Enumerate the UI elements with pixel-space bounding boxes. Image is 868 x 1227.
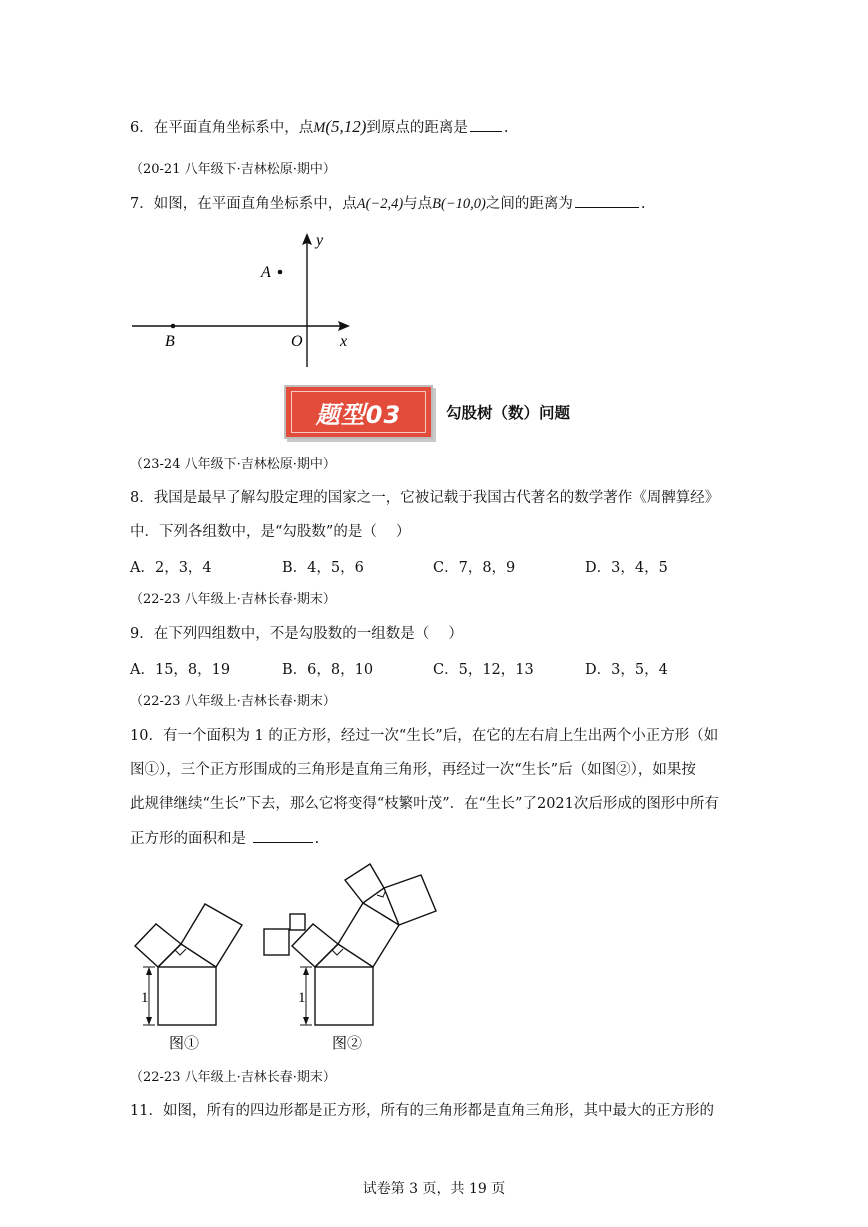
fig2-arrow-up-icon [303,967,309,975]
question-7 [130,193,645,214]
question-10-line-1: 10．有一个面积为 1 的正方形，经过一次“生长”后，在它的左右肩上生出两个小正方形（如 [130,728,719,744]
fig2-top-left-square [345,864,384,903]
point-a-dot [278,270,283,275]
fig1-base-square [158,967,216,1025]
point-a-label: A [261,264,271,281]
fig2-top-right-square [384,875,436,925]
fig1-triangle-left [158,944,181,967]
q7-text1: 7．如图，在平面直角坐标系中，点 [130,196,357,212]
q8-option-a[interactable]: A．2，3，4 [130,560,212,576]
fig2-caption: 图② [332,1036,363,1052]
q6-answer-blank [470,117,502,132]
fig2-small-square-2 [290,914,305,930]
source-tag-4: （22-23 八年级上·吉林长春·期末） [130,694,336,709]
q10-line-4-text: 正方形的面积和是 [130,831,246,847]
fig2-right-square [338,903,399,967]
q10-end: . [314,831,320,847]
q6-text-before: 6．在平面直角坐标系中，点 [130,120,314,136]
question-10-line-2: 图①），三个正方形围成的三角形是直角三角形，再经过一次“生长”后（如图②），如果按 [130,762,696,778]
q7-point-a: A [356,196,366,212]
q9-option-c[interactable]: C．5，12，13 [433,662,534,678]
q7-coords-b: (−10,0) [441,196,486,212]
fig1-arrow-down-icon [146,1017,152,1025]
q9-option-b[interactable]: B．6，8，10 [282,662,374,678]
question-8-line-2: 中．下列各组数中，是“勾股数”的是（ ） [130,524,411,540]
fig1-right-square [181,904,242,967]
coordinate-figure [120,225,370,375]
fig2-side-label: 1 [298,990,306,1006]
fig2-right-angle-mark [332,949,343,955]
q9-option-a[interactable]: A．15，8，19 [130,662,231,678]
q7-text2: 与点 [403,196,433,212]
section-banner-label: 题型03 [291,391,426,433]
question-9-line-1: 9．在下列四组数中，不是勾股数的一组数是（ ） [130,626,463,642]
q6-point-name: M [313,120,326,136]
source-tag-2: （23-24 八年级下·吉林松原·期中） [130,457,336,472]
q8-option-d[interactable]: D．3，4，5 [585,560,668,576]
y-axis-label: y [316,232,324,249]
fig1-side-label: 1 [141,990,149,1006]
origin-label: O [291,333,303,350]
tree-figure-1 [135,904,242,1025]
q10-answer-blank [253,828,313,843]
fig1-left-square [135,924,181,967]
q9-option-d[interactable]: D．3，5，4 [585,662,668,678]
q6-point-coords: (5,12) [325,117,367,136]
q7-coords-a: (−2,4) [365,196,404,212]
source-tag-1: （20-21 八年级下·吉林松原·期中） [130,162,336,177]
q7-end: . [640,196,646,212]
question-6 [130,117,509,138]
q6-end: . [503,120,509,136]
fig1-arrow-up-icon [146,967,152,975]
q6-text-after: 到原点的距离是 [366,120,468,136]
q7-answer-blank [575,193,639,208]
question-11-line-1: 11．如图，所有的四边形都是正方形，所有的三角形都是直角三角形，其中最大的正方形的 [130,1103,714,1119]
question-10-line-4 [130,828,319,849]
section-banner [284,385,433,439]
question-10-line-3: 此规律继续“生长”下去，那么它将变得“枝繁叶茂”．在“生长”了2021次后形成的图形中所有 [130,796,719,812]
question-8-line-1: 8．我国是最早了解勾股定理的国家之一，它被记载于我国古代著名的数学著作《周髀算经》 [130,490,720,506]
fig1-right-angle-mark [175,949,186,955]
point-b-dot [171,324,176,329]
page-footer: 试卷第 3 页，共 19 页 [362,1181,506,1197]
pythagoras-tree-figure [125,862,455,1062]
section-title: 勾股树（数）问题 [446,404,571,422]
tree-figure-2 [264,864,436,1025]
q8-option-b[interactable]: B．4，5，6 [282,560,364,576]
point-b-label: B [165,333,175,350]
fig2-triangle-left [315,944,338,967]
q7-point-b: B [432,196,442,212]
fig1-caption: 图① [169,1036,200,1052]
fig2-arrow-down-icon [303,1017,309,1025]
fig2-base-square [315,967,373,1025]
fig2-small-square-1 [264,929,289,955]
q8-option-c[interactable]: C．7，8，9 [433,560,516,576]
x-axis-label: x [340,333,348,350]
source-tag-3: （22-23 八年级上·吉林长春·期末） [130,592,336,607]
source-tag-5: （22-23 八年级上·吉林长春·期末） [130,1070,336,1085]
q7-text3: 之间的距离为 [485,196,573,212]
